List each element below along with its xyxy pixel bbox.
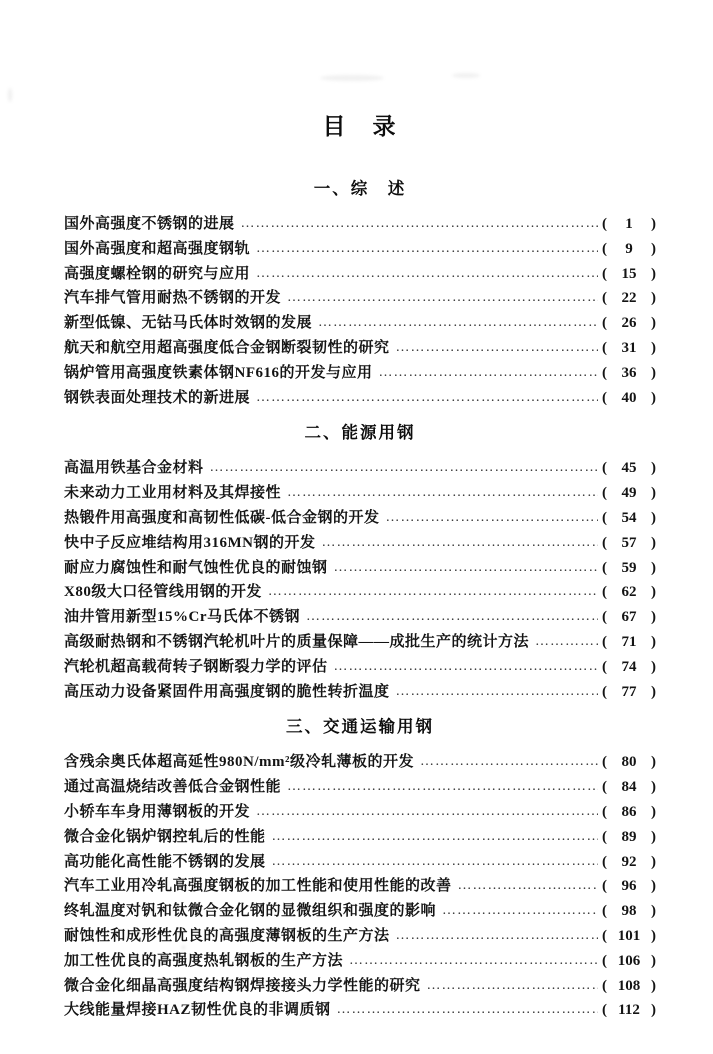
- section-heading: 一、综 述: [313, 179, 407, 198]
- page-number-paren-close: ): [651, 485, 656, 502]
- toc-entry: [64, 531, 656, 556]
- page-number-paren-open: (: [602, 927, 607, 944]
- toc-entry: [64, 924, 656, 949]
- page-number-paren-open: (: [602, 485, 607, 502]
- page-number-value: 45: [621, 460, 637, 477]
- page-number: [602, 609, 656, 626]
- toc-section-1: [64, 175, 656, 410]
- section-heading: 二、能源用钢: [304, 423, 416, 443]
- toc-entry-title: 航天和航空用超高强度低合金钢断裂韧性的研究: [64, 339, 390, 356]
- page-number: [602, 340, 656, 357]
- page-number-paren-close: ): [651, 559, 656, 576]
- page-number-paren-open: (: [602, 903, 607, 920]
- page-title: 目 录: [322, 114, 398, 139]
- page-number-paren-open: (: [602, 559, 607, 576]
- page-number-paren-open: (: [602, 364, 607, 381]
- page-number-value: 9: [625, 240, 633, 257]
- page-number-paren-close: ): [651, 534, 656, 551]
- page-number-paren-close: ): [651, 290, 656, 307]
- toc-entry-title: 加工性优良的高强度热轧钢板的生产方法: [64, 952, 344, 969]
- page-number: [602, 684, 656, 701]
- page-number-paren-close: ): [651, 265, 656, 282]
- page-number-value: 62: [621, 584, 637, 601]
- dot-leader: [535, 633, 598, 650]
- page-number-paren-close: ): [651, 315, 656, 332]
- toc-entry-title: 锅炉管用高强度铁素体钢NF616的开发与应用: [64, 364, 373, 381]
- page-number: [602, 290, 656, 307]
- page-number-value: 96: [621, 878, 637, 895]
- page-number: [602, 829, 656, 846]
- page-number: [602, 460, 656, 477]
- toc-entry-title: 未来动力工业用材料及其焊接性: [64, 485, 282, 502]
- toc-entry: [64, 630, 656, 655]
- toc-entry-title: 新型低镍、无钴马氏体时效钢的发展: [64, 315, 313, 332]
- page-number-value: 1: [625, 216, 633, 232]
- dot-leader: [386, 509, 599, 526]
- page-number: [602, 878, 656, 895]
- page-number-paren-close: ): [651, 927, 656, 944]
- section-entries: [64, 212, 656, 410]
- page-number-paren-close: ): [651, 952, 656, 969]
- toc-entry-title: 高温用铁基合金材料: [64, 460, 204, 477]
- page-number-paren-open: (: [602, 265, 607, 282]
- page-number-paren-open: (: [602, 216, 607, 232]
- toc-entry: [64, 974, 656, 999]
- toc-entry: [64, 680, 656, 705]
- page-number-value: 49: [621, 485, 637, 502]
- dot-leader: [379, 364, 599, 381]
- page-number-paren-close: ): [651, 803, 656, 820]
- dot-leader: [287, 778, 598, 795]
- page-number: [602, 390, 656, 407]
- toc-entry-title: X80级大口径管线用钢的开发: [64, 584, 262, 601]
- dot-leader: [210, 459, 598, 476]
- toc-sections: [64, 175, 656, 1023]
- page-number-paren-close: ): [651, 754, 656, 771]
- toc-entry: [64, 800, 656, 825]
- toc-entry-title: 高强度螺栓钢的研究与应用: [64, 265, 251, 282]
- page-number-value: 31: [621, 339, 637, 356]
- toc-entry-title: 汽轮机超高载荷转子钢断裂力学的评估: [64, 658, 328, 675]
- page-number: [602, 779, 656, 796]
- page-number-value: 15: [621, 265, 637, 282]
- dot-leader: [287, 289, 598, 306]
- page-number: [602, 754, 656, 771]
- page-number-value: 86: [621, 803, 637, 820]
- page-number-paren-open: (: [602, 878, 607, 895]
- page-number-paren-close: ): [651, 878, 656, 895]
- page-number: [602, 560, 656, 577]
- page-number-value: 101: [617, 927, 641, 944]
- toc-entry: [64, 286, 656, 311]
- toc-section-3: [64, 713, 656, 1023]
- toc-entry: [64, 311, 656, 336]
- toc-content: [64, 108, 656, 1023]
- toc-entry-title: 微合金化锅炉钢控轧后的性能: [64, 828, 266, 845]
- page-number-paren-open: (: [602, 240, 607, 257]
- toc-entry: [64, 336, 656, 361]
- toc-entry-title: 高压动力设备紧固件用高强度钢的脆性转折温度: [64, 683, 390, 700]
- page-number-paren-open: (: [602, 853, 607, 870]
- toc-entry-title: 热锻件用高强度和高韧性低碳-低合金钢的开发: [64, 509, 380, 526]
- toc-entry-title: 耐蚀性和成形性优良的高强度薄钢板的生产方法: [64, 927, 390, 944]
- page-number-paren-open: (: [602, 1002, 607, 1019]
- toc-entry-title: 含残余奥氏体超高延性980N/mm²级冷轧薄板的开发: [64, 754, 414, 771]
- toc-entry-title: 高功能化高性能不锈钢的发展: [64, 853, 266, 870]
- toc-entry: [64, 506, 656, 531]
- dot-leader: [337, 1001, 598, 1018]
- dot-leader: [268, 583, 598, 600]
- toc-entry: [64, 775, 656, 800]
- page-number-value: 67: [621, 609, 637, 626]
- toc-section-2: [64, 419, 656, 704]
- page-number-value: 22: [621, 290, 637, 307]
- toc-entry: [64, 556, 656, 581]
- page-number-value: 54: [621, 509, 637, 526]
- page-number-paren-open: (: [602, 952, 607, 969]
- page-number-paren-close: ): [651, 364, 656, 381]
- page-number: [602, 804, 656, 821]
- page-number-paren-open: (: [602, 803, 607, 820]
- page-number: [602, 903, 656, 920]
- toc-entry: [64, 386, 656, 411]
- page-number-paren-close: ): [651, 460, 656, 477]
- page-number: [602, 634, 656, 651]
- page-number-paren-open: (: [602, 290, 607, 307]
- page-number-paren-close: ): [651, 853, 656, 870]
- page-number-paren-open: (: [602, 509, 607, 526]
- dot-leader: [420, 753, 598, 770]
- toc-entry: [64, 481, 656, 506]
- page-number: [602, 510, 656, 527]
- page-number-value: 71: [621, 633, 637, 650]
- page-number-value: 57: [621, 534, 637, 551]
- page-number: [602, 535, 656, 552]
- page-number-paren-open: (: [602, 315, 607, 332]
- page-number: [602, 266, 656, 283]
- page-number-paren-close: ): [651, 977, 656, 994]
- toc-entry: [64, 361, 656, 386]
- page-number: [602, 315, 656, 332]
- dot-leader: [442, 902, 598, 919]
- page-number: [602, 978, 656, 995]
- page-number-paren-close: ): [651, 828, 656, 845]
- dot-leader: [306, 608, 598, 625]
- toc-entry: [64, 655, 656, 680]
- page-number-paren-close: ): [651, 584, 656, 601]
- page-number: [602, 928, 656, 945]
- toc-entry: [64, 750, 656, 775]
- page-number-paren-open: (: [602, 828, 607, 845]
- page-number-value: 98: [621, 903, 637, 920]
- toc-entry: [64, 899, 656, 924]
- page-number-paren-close: ): [651, 509, 656, 526]
- page-number-paren-open: (: [602, 779, 607, 796]
- page-number-paren-open: (: [602, 609, 607, 626]
- page-number: [602, 953, 656, 970]
- toc-entry: [64, 262, 656, 287]
- toc-entry-title: 小轿车车身用薄钢板的开发: [64, 803, 251, 820]
- page-number: [602, 365, 656, 382]
- dot-leader: [427, 977, 598, 994]
- dot-leader: [241, 215, 598, 232]
- toc-entry: [64, 998, 656, 1023]
- page-number-paren-close: ): [651, 633, 656, 650]
- toc-entry: [64, 212, 656, 237]
- section-heading: 三、交通运输用钢: [286, 717, 434, 737]
- page-number-value: 77: [621, 683, 637, 700]
- page-number-value: 26: [621, 315, 637, 332]
- page-number-value: 36: [621, 364, 637, 381]
- toc-entry-title: 钢铁表面处理技术的新进展: [64, 389, 251, 406]
- toc-entry: [64, 237, 656, 262]
- page-number-paren-close: ): [651, 240, 656, 257]
- toc-entry: [64, 874, 656, 899]
- scan-artifact: [8, 88, 12, 102]
- page-number-value: 92: [621, 853, 637, 870]
- page-number-value: 74: [621, 658, 637, 675]
- dot-leader: [458, 877, 598, 894]
- dot-leader: [396, 683, 598, 700]
- toc-entry-title: 通过高温烧结改善低合金钢性能: [64, 779, 282, 796]
- page-number-paren-close: ): [651, 216, 656, 232]
- dot-leader: [256, 240, 598, 257]
- dot-leader: [287, 484, 598, 501]
- toc-entry: [64, 850, 656, 875]
- dot-leader: [349, 952, 598, 969]
- dot-leader: [322, 534, 599, 551]
- page-number-paren-open: (: [602, 683, 607, 700]
- toc-entry-title: 汽车排气管用耐热不锈钢的开发: [64, 290, 282, 307]
- scan-artifact: [452, 73, 480, 78]
- page-number-paren-open: (: [602, 389, 607, 406]
- page-number: [602, 854, 656, 871]
- page-number: [602, 1002, 656, 1019]
- toc-entry: [64, 825, 656, 850]
- page-number-paren-open: (: [602, 584, 607, 601]
- page-number: [602, 216, 656, 233]
- dot-leader: [318, 314, 598, 331]
- page-number: [602, 584, 656, 601]
- dot-leader: [256, 803, 598, 820]
- toc-entry-title: 高级耐热钢和不锈钢汽轮机叶片的质量保障——成批生产的统计方法: [64, 633, 530, 650]
- toc-entry: [64, 605, 656, 630]
- toc-entry: [64, 456, 656, 481]
- page-number-value: 80: [621, 754, 637, 771]
- dot-leader: [256, 265, 598, 282]
- page-number-paren-close: ): [651, 1002, 656, 1019]
- page-number-paren-open: (: [602, 633, 607, 650]
- toc-entry-title: 国外高强度和超高强度钢轨: [64, 240, 251, 257]
- page-number-value: 108: [617, 977, 641, 994]
- toc-entry-title: 快中子反应堆结构用316MN钢的开发: [64, 534, 316, 551]
- toc-entry: [64, 949, 656, 974]
- toc-entry-title: 微合金化细晶高强度结构钢焊接接头力学性能的研究: [64, 977, 421, 994]
- page-number-paren-open: (: [602, 658, 607, 675]
- dot-leader: [334, 559, 598, 576]
- dot-leader: [272, 853, 598, 870]
- toc-entry-title: 大线能量焊接HAZ韧性优良的非调质钢: [64, 1002, 331, 1019]
- section-entries: [64, 750, 656, 1023]
- page-number-paren-close: ): [651, 903, 656, 920]
- scan-artifact: [320, 75, 384, 81]
- toc-entry-title: 国外高强度不锈钢的进展: [64, 216, 235, 232]
- page-number-paren-open: (: [602, 754, 607, 771]
- page-number-paren-open: (: [602, 339, 607, 356]
- page-number: [602, 659, 656, 676]
- dot-leader: [334, 658, 598, 675]
- page-number-paren-close: ): [651, 683, 656, 700]
- dot-leader: [256, 389, 598, 406]
- dot-leader: [396, 339, 598, 356]
- page-number-value: 112: [618, 1002, 640, 1019]
- page-number-value: 106: [617, 952, 641, 969]
- dot-leader: [272, 828, 598, 845]
- toc-entry-title: 耐应力腐蚀性和耐气蚀性优良的耐蚀钢: [64, 559, 328, 576]
- page-number: [602, 485, 656, 502]
- page-number: [602, 241, 656, 258]
- page-number-paren-close: ): [651, 339, 656, 356]
- page-number-paren-close: ): [651, 779, 656, 796]
- page-number-value: 59: [621, 559, 637, 576]
- page-number-paren-open: (: [602, 977, 607, 994]
- page-number-value: 89: [621, 828, 637, 845]
- toc-entry-title: 汽车工业用冷轧高强度钢板的加工性能和使用性能的改善: [64, 878, 452, 895]
- page-number-value: 40: [621, 389, 637, 406]
- page-number-paren-open: (: [602, 460, 607, 477]
- page-number-paren-close: ): [651, 658, 656, 675]
- page-number-paren-open: (: [602, 534, 607, 551]
- page-number-paren-close: ): [651, 609, 656, 626]
- toc-entry-title: 终轧温度对钒和钛微合金化钢的显微组织和强度的影响: [64, 903, 437, 920]
- dot-leader: [396, 927, 598, 944]
- page-number-paren-close: ): [651, 389, 656, 406]
- page-number-value: 84: [621, 779, 637, 796]
- toc-entry: [64, 580, 656, 605]
- section-entries: [64, 456, 656, 704]
- toc-entry-title: 油井管用新型15%Cr马氏体不锈钢: [64, 609, 300, 626]
